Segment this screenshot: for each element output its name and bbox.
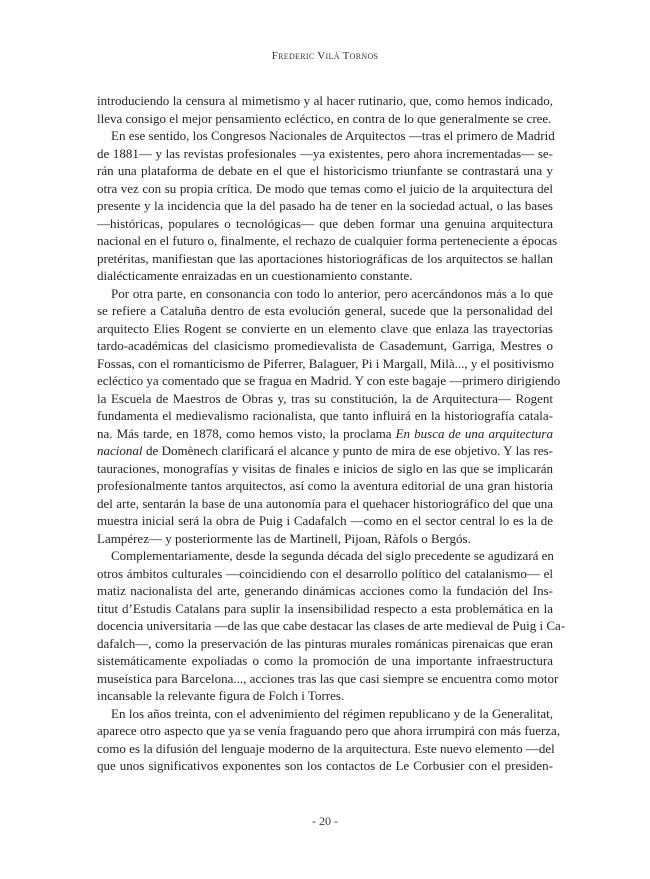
text-line: sistemáticamente expoliadas o como la promoción de una importante infraestructura: [97, 653, 553, 668]
text-line: Lampérez— y posteriormente las de Martinell, Pijoan, Ràfols o Bergós.: [97, 530, 471, 546]
text-line: Complementariamente, desde la segunda década del siglo precedente se agudizará en: [111, 548, 554, 563]
text-segment: na. Más tarde, en 1878, como hemos visto, la proclama: [97, 425, 396, 441]
text-line: ecléctico ya comentado que se fragua en Madrid. Y con este bagaje —primero dirigiendo: [97, 373, 561, 388]
text-line: rán una plataforma de debate en el que el historicismo triunfante se contrastará una y: [97, 163, 553, 178]
text-line: del arte, sentarán la base de una autonomía para el quehacer historiográfico del que una: [97, 495, 553, 511]
paragraph: [97, 705, 561, 775]
text-line: tardo-académicas del clasicismo promedievalista de Casademunt, Garriga, Mestres o: [97, 338, 553, 353]
text-line: profesionalmente tantos arquitectos, así como la aventura editorial de una gran historia: [97, 478, 553, 493]
text-line: En los años treinta, con el advenimiento del régimen republicano y de la Generalitat,: [111, 705, 553, 721]
text-line: dialécticamente enraizadas en un cuestionamiento constante.: [97, 268, 413, 283]
text-line: arquitecto Elies Rogent se convierte en un elemento clave que enlaza las trayectorias: [97, 320, 553, 336]
text-line: otra vez con su propia crítica. De modo que temas como el juicio de la arquitectura del: [97, 180, 553, 196]
paragraph: [97, 127, 558, 285]
text-line: En ese sentido, los Congresos Nacionales de Arquitectos —tras el primero de Madrid: [111, 128, 555, 143]
text-line: que unos significativos exponentes son los contactos de Le Corbusier con el presiden-: [97, 758, 553, 773]
text-line: lleva consigo el mejor pensamiento ecléctico, en contra de lo que generalmente se cree.: [97, 110, 552, 126]
text-line: nacional en el futuro o, finalmente, el rechazo de cualquier forma perteneciente a épocas: [97, 233, 558, 248]
text-line: presente y la incidencia que la del pasado ha de tener en la sociedad actual, o las bases: [97, 198, 553, 213]
paragraph: [97, 92, 553, 127]
text-line: titut d’Estudis Catalans para suplir la insensibilidad respecto a esta problemática en la: [97, 600, 553, 616]
text-line: incansable la relevante figura de Folch i Torres.: [97, 688, 345, 703]
text-line: otros ámbitos culturales —coincidiendo con el desarrollo político del catalanismo— el: [97, 565, 553, 581]
text-segment: de Domènech clarificará el alcance y punto de mira de ese objetivo. Y las res-: [142, 443, 553, 458]
text-line: docencia universitaria —de las que cabe destacar las clases de arte medieval de Puig i Ca-: [97, 618, 566, 633]
text-line: —históricas, populares o tecnológicas— que deben formar una genuina arquitectura: [97, 215, 553, 231]
paragraph: [97, 285, 561, 548]
text-line: de 1881— y las revistas profesionales —ya existentes, pero ahora incrementadas— se-: [97, 145, 553, 161]
text-line: aparece otro aspecto que ya se venía fraguando pero que ahora irrumpirá con más fuerza,: [97, 723, 561, 738]
italic-title: En busca de una arquitectura: [395, 425, 553, 441]
text-line: matiz nacionalista del arte, generando dinámicas acciones como la fundación del Ins-: [97, 583, 553, 598]
text-line: museística para Barcelona..., acciones tras las que casi siempre se encuentra como motor: [97, 670, 559, 686]
text-line: pretéritas, manifiestan que las aportaciones historiográficas de los arquitectos se hallan: [97, 250, 553, 266]
running-header: Frederic Vilà Tornos: [271, 50, 379, 62]
text-line: Fossas, con el romanticismo de Piferrer, Balaguer, Pi i Margall, Milà..., y el positivismo: [97, 355, 554, 371]
body-text: [97, 92, 566, 775]
text-line: como es la difusión del lenguaje moderno de la arquitectura. Este nuevo elemento —del: [97, 740, 555, 756]
italic-title: nacional: [97, 443, 143, 458]
text-line: Por otra parte, en consonancia con todo lo anterior, pero acercándonos más a lo que: [111, 285, 553, 301]
text-line: dafalch—, como la preservación de las pinturas murales románicas pirenaicas que eran: [97, 635, 553, 651]
text-line: tauraciones, monografías y visitas de finales e inicios de siglo en las que se implicarán: [97, 460, 553, 476]
text-line: [97, 442, 553, 460]
text-line: se refiere a Cataluña dentro de esta evolución general, sucede que la personalidad del: [97, 303, 553, 318]
text-line: introduciendo la censura al mimetismo y al hacer rutinario, que, como hemos indicado,: [97, 93, 553, 108]
text-line: la Escuela de Maestros de Obras y, tras su constitución, la de Arquitectura— Rogent: [97, 390, 553, 406]
text-line: muestra inicial será la obra de Puig i Cadafalch —como en el sector central lo es la de: [97, 513, 553, 528]
text-line: [97, 425, 553, 443]
text-line: fundamenta el medievalismo racionalista, que tanto influirá en la historiografía catala-: [97, 408, 553, 423]
page-number: - 20 -: [312, 814, 338, 828]
paragraph: [97, 547, 566, 705]
